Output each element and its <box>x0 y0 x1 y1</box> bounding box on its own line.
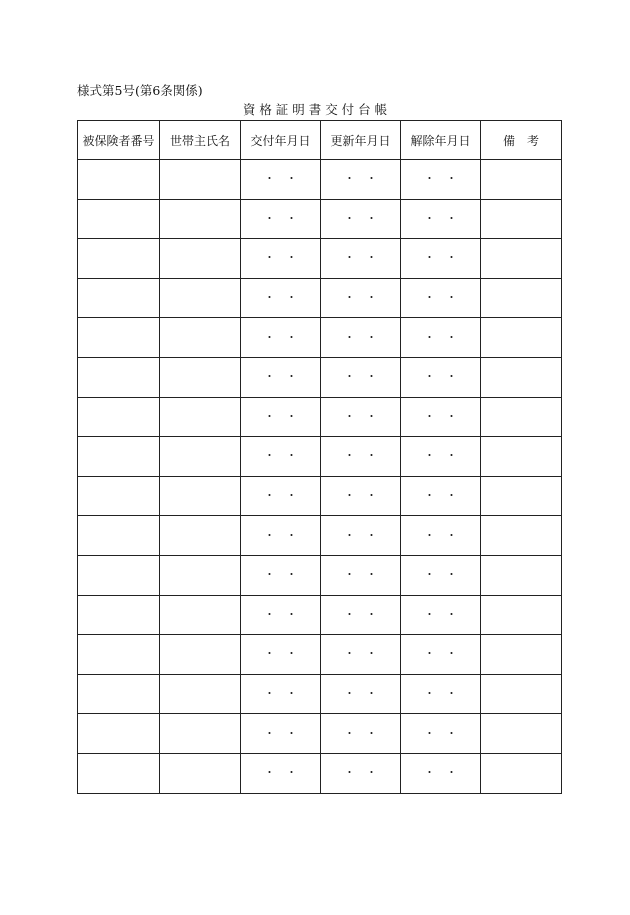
date-separator-dots: ・ ・ <box>344 172 377 186</box>
date-separator-dots: ・ ・ <box>424 489 457 503</box>
issue-date-cell[interactable] <box>241 595 321 635</box>
renewal-date-cell[interactable] <box>321 635 401 675</box>
renewal-date-cell[interactable] <box>321 595 401 635</box>
column-header-renewal-date: 更新年月日 <box>321 121 401 160</box>
household-head-cell[interactable] <box>160 357 241 397</box>
date-separator-dots: ・ ・ <box>264 489 297 503</box>
issue-date-cell[interactable] <box>241 437 321 477</box>
cancel-date-cell[interactable] <box>401 239 481 279</box>
cancel-date-cell[interactable] <box>401 635 481 675</box>
notes-cell[interactable] <box>481 555 562 595</box>
notes-cell[interactable] <box>481 437 562 477</box>
date-separator-dots: ・ ・ <box>424 647 457 661</box>
renewal-date-cell[interactable] <box>321 160 401 200</box>
date-separator-dots: ・ ・ <box>264 449 297 463</box>
issue-date-cell[interactable] <box>241 278 321 318</box>
issue-date-cell[interactable] <box>241 397 321 437</box>
date-separator-dots: ・ ・ <box>424 528 457 542</box>
date-separator-dots: ・ ・ <box>344 766 377 780</box>
notes-cell[interactable] <box>481 160 562 200</box>
column-header-household-head: 世帯主氏名 <box>160 121 241 160</box>
date-separator-dots: ・ ・ <box>264 211 297 225</box>
date-separator-dots: ・ ・ <box>424 726 457 740</box>
cancel-date-cell[interactable] <box>401 753 481 793</box>
insured-number-cell[interactable] <box>78 437 160 477</box>
household-head-cell[interactable] <box>160 199 241 239</box>
insured-number-cell[interactable] <box>78 357 160 397</box>
cancel-date-cell[interactable] <box>401 160 481 200</box>
household-head-cell[interactable] <box>160 239 241 279</box>
date-separator-dots: ・ ・ <box>424 687 457 701</box>
ledger-body <box>78 160 562 794</box>
insured-number-cell[interactable] <box>78 555 160 595</box>
date-separator-dots: ・ ・ <box>424 449 457 463</box>
table-row <box>78 476 562 516</box>
table-row <box>78 160 562 200</box>
date-separator-dots: ・ ・ <box>264 528 297 542</box>
issue-date-cell[interactable] <box>241 239 321 279</box>
ledger-title: 資 格 証 明 書 交 付 台 帳 <box>242 102 388 117</box>
renewal-date-cell[interactable] <box>321 397 401 437</box>
issue-date-cell[interactable] <box>241 555 321 595</box>
form-number: 様式第5号(第6条関係) <box>77 83 203 98</box>
date-separator-dots: ・ ・ <box>344 291 377 305</box>
date-separator-dots: ・ ・ <box>264 291 297 305</box>
renewal-date-cell[interactable] <box>321 278 401 318</box>
insured-number-cell[interactable] <box>78 318 160 358</box>
date-separator-dots: ・ ・ <box>344 449 377 463</box>
date-separator-dots: ・ ・ <box>264 370 297 384</box>
household-head-cell[interactable] <box>160 714 241 754</box>
notes-cell[interactable] <box>481 753 562 793</box>
renewal-date-cell[interactable] <box>321 674 401 714</box>
cancel-date-cell[interactable] <box>401 555 481 595</box>
date-separator-dots: ・ ・ <box>424 370 457 384</box>
date-separator-dots: ・ ・ <box>264 607 297 621</box>
notes-cell[interactable] <box>481 476 562 516</box>
date-separator-dots: ・ ・ <box>344 211 377 225</box>
table-row <box>78 555 562 595</box>
household-head-cell[interactable] <box>160 674 241 714</box>
insured-number-cell[interactable] <box>78 516 160 556</box>
table-header-row <box>78 121 562 160</box>
insured-number-cell[interactable] <box>78 278 160 318</box>
date-separator-dots: ・ ・ <box>264 687 297 701</box>
column-header-cancel-date: 解除年月日 <box>401 121 481 160</box>
table-row <box>78 357 562 397</box>
date-separator-dots: ・ ・ <box>344 409 377 423</box>
column-header-insured-number: 被保険者番号 <box>78 121 160 160</box>
insured-number-cell[interactable] <box>78 199 160 239</box>
renewal-date-cell[interactable] <box>321 437 401 477</box>
issue-date-cell[interactable] <box>241 714 321 754</box>
date-separator-dots: ・ ・ <box>344 528 377 542</box>
date-separator-dots: ・ ・ <box>264 766 297 780</box>
column-header-notes: 備 考 <box>481 121 562 160</box>
household-head-cell[interactable] <box>160 595 241 635</box>
household-head-cell[interactable] <box>160 278 241 318</box>
renewal-date-cell[interactable] <box>321 357 401 397</box>
table-row <box>78 674 562 714</box>
insured-number-cell[interactable] <box>78 753 160 793</box>
insured-number-cell[interactable] <box>78 595 160 635</box>
date-separator-dots: ・ ・ <box>344 330 377 344</box>
cancel-date-cell[interactable] <box>401 357 481 397</box>
insured-number-cell[interactable] <box>78 397 160 437</box>
insured-number-cell[interactable] <box>78 714 160 754</box>
table-row <box>78 199 562 239</box>
table-row <box>78 714 562 754</box>
table-row <box>78 318 562 358</box>
household-head-cell[interactable] <box>160 635 241 675</box>
issue-date-cell[interactable] <box>241 516 321 556</box>
cancel-date-cell[interactable] <box>401 714 481 754</box>
renewal-date-cell[interactable] <box>321 199 401 239</box>
date-separator-dots: ・ ・ <box>344 726 377 740</box>
date-separator-dots: ・ ・ <box>344 687 377 701</box>
table-row <box>78 595 562 635</box>
table-row <box>78 516 562 556</box>
cancel-date-cell[interactable] <box>401 674 481 714</box>
cancel-date-cell[interactable] <box>401 595 481 635</box>
household-head-cell[interactable] <box>160 318 241 358</box>
renewal-date-cell[interactable] <box>321 516 401 556</box>
notes-cell[interactable] <box>481 397 562 437</box>
date-separator-dots: ・ ・ <box>264 251 297 265</box>
notes-cell[interactable] <box>481 357 562 397</box>
date-separator-dots: ・ ・ <box>424 607 457 621</box>
table-row <box>78 753 562 793</box>
date-separator-dots: ・ ・ <box>264 647 297 661</box>
issue-date-cell[interactable] <box>241 674 321 714</box>
table-row <box>78 397 562 437</box>
date-separator-dots: ・ ・ <box>424 172 457 186</box>
date-separator-dots: ・ ・ <box>264 568 297 582</box>
notes-cell[interactable] <box>481 714 562 754</box>
date-separator-dots: ・ ・ <box>344 647 377 661</box>
date-separator-dots: ・ ・ <box>344 489 377 503</box>
cancel-date-cell[interactable] <box>401 516 481 556</box>
issue-date-cell[interactable] <box>241 160 321 200</box>
date-separator-dots: ・ ・ <box>264 330 297 344</box>
notes-cell[interactable] <box>481 516 562 556</box>
household-head-cell[interactable] <box>160 516 241 556</box>
date-separator-dots: ・ ・ <box>264 726 297 740</box>
renewal-date-cell[interactable] <box>321 239 401 279</box>
date-separator-dots: ・ ・ <box>344 607 377 621</box>
renewal-date-cell[interactable] <box>321 555 401 595</box>
certificate-issuance-ledger-table <box>77 120 562 794</box>
insured-number-cell[interactable] <box>78 674 160 714</box>
date-separator-dots: ・ ・ <box>344 370 377 384</box>
date-separator-dots: ・ ・ <box>264 172 297 186</box>
notes-cell[interactable] <box>481 278 562 318</box>
notes-cell[interactable] <box>481 239 562 279</box>
date-separator-dots: ・ ・ <box>344 251 377 265</box>
issue-date-cell[interactable] <box>241 635 321 675</box>
column-header-issue-date: 交付年月日 <box>241 121 321 160</box>
household-head-cell[interactable] <box>160 753 241 793</box>
issue-date-cell[interactable] <box>241 476 321 516</box>
issue-date-cell[interactable] <box>241 318 321 358</box>
renewal-date-cell[interactable] <box>321 714 401 754</box>
insured-number-cell[interactable] <box>78 239 160 279</box>
notes-cell[interactable] <box>481 199 562 239</box>
date-separator-dots: ・ ・ <box>424 568 457 582</box>
date-separator-dots: ・ ・ <box>424 409 457 423</box>
cancel-date-cell[interactable] <box>401 476 481 516</box>
date-separator-dots: ・ ・ <box>264 409 297 423</box>
household-head-cell[interactable] <box>160 437 241 477</box>
date-separator-dots: ・ ・ <box>424 251 457 265</box>
table-row <box>78 239 562 279</box>
date-separator-dots: ・ ・ <box>424 291 457 305</box>
renewal-date-cell[interactable] <box>321 753 401 793</box>
household-head-cell[interactable] <box>160 397 241 437</box>
date-separator-dots: ・ ・ <box>424 766 457 780</box>
table-row <box>78 635 562 675</box>
cancel-date-cell[interactable] <box>401 318 481 358</box>
household-head-cell[interactable] <box>160 476 241 516</box>
table-row <box>78 437 562 477</box>
date-separator-dots: ・ ・ <box>424 211 457 225</box>
cancel-date-cell[interactable] <box>401 278 481 318</box>
issue-date-cell[interactable] <box>241 199 321 239</box>
date-separator-dots: ・ ・ <box>424 330 457 344</box>
insured-number-cell[interactable] <box>78 160 160 200</box>
household-head-cell[interactable] <box>160 555 241 595</box>
notes-cell[interactable] <box>481 674 562 714</box>
notes-cell[interactable] <box>481 318 562 358</box>
household-head-cell[interactable] <box>160 160 241 200</box>
table-row <box>78 278 562 318</box>
insured-number-cell[interactable] <box>78 635 160 675</box>
cancel-date-cell[interactable] <box>401 199 481 239</box>
cancel-date-cell[interactable] <box>401 437 481 477</box>
issue-date-cell[interactable] <box>241 753 321 793</box>
insured-number-cell[interactable] <box>78 476 160 516</box>
cancel-date-cell[interactable] <box>401 397 481 437</box>
date-separator-dots: ・ ・ <box>344 568 377 582</box>
issue-date-cell[interactable] <box>241 357 321 397</box>
renewal-date-cell[interactable] <box>321 318 401 358</box>
notes-cell[interactable] <box>481 635 562 675</box>
renewal-date-cell[interactable] <box>321 476 401 516</box>
notes-cell[interactable] <box>481 595 562 635</box>
